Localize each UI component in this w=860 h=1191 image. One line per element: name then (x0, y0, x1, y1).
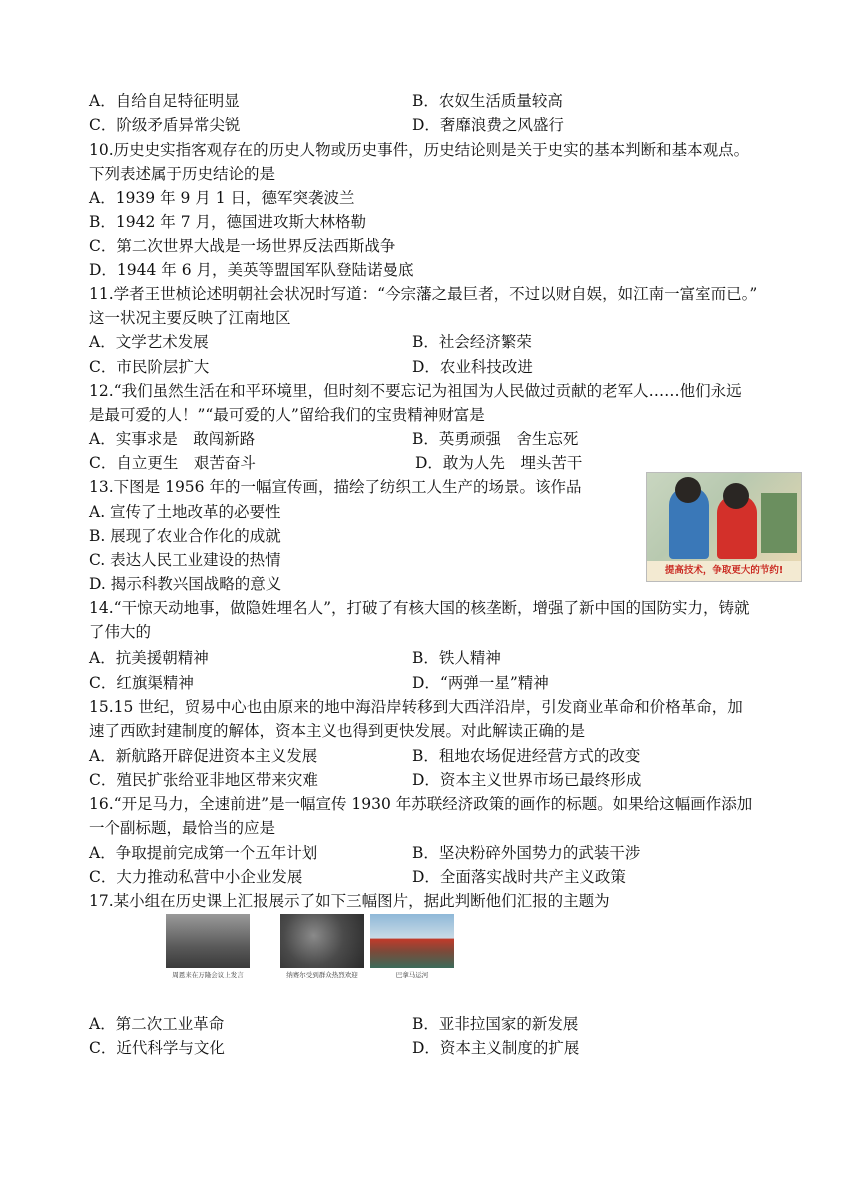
q13-propaganda-poster-image (646, 472, 802, 582)
q17-option-c: C．近代科学与文化 (89, 1039, 225, 1057)
q17-stem: 17.某小组在历史课上汇报展示了如下三幅图片，据此判断他们汇报的主题为 (89, 892, 610, 910)
q9-option-c: C．阶级矛盾异常尖锐 (89, 116, 241, 134)
q15-stem-line1: 15.15 世纪，贸易中心也由原来的地中海沿岸转移到大西洋沿岸，引发商业革命和价格革命，加 (89, 698, 743, 716)
poster-worker-blue-head (675, 477, 701, 503)
q12-option-a: A．实事求是 敢闯新路 (89, 430, 256, 448)
q17-image-nasser (280, 914, 364, 982)
q11-stem-line2: 这一状况主要反映了江南地区 (89, 309, 291, 327)
q16-option-b: B．坚决粉碎外国势力的武装干涉 (412, 844, 641, 862)
q12-option-c: C．自立更生 艰苦奋斗 (89, 454, 256, 472)
q10-option-b: B．1942 年 7 月，德国进攻斯大林格勒 (89, 213, 366, 231)
q9-option-a: A．自给自足特征明显 (89, 92, 240, 110)
q12-stem-line1: 12.“我们虽然生活在和平环境里，但时刻不要忘记为祖国为人民做过贡献的老军人……他们永远 (89, 382, 742, 400)
poster-machine (761, 493, 797, 553)
q10-stem-line1: 10.历史史实指客观存在的历史人物或历史事件，历史结论则是关于史实的基本判断和基本观点。 (89, 141, 750, 159)
poster-caption: 提高技术，争取更大的节约! (647, 561, 801, 581)
q11-option-d: D．农业科技改进 (412, 358, 533, 376)
q17-option-d: D．资本主义制度的扩展 (412, 1039, 580, 1057)
q16-option-d: D．全面落实战时共产主义政策 (412, 868, 626, 886)
nasser-photo (280, 914, 364, 968)
bandung-caption: 周恩来在万隆会议上发言 (172, 971, 244, 979)
q16-option-c: C．大力推动私营中小企业发展 (89, 868, 303, 886)
q15-option-c: C．殖民扩张给亚非地区带来灾难 (89, 771, 318, 789)
q16-stem-line2: 一个副标题，最恰当的应是 (89, 819, 276, 837)
q10-option-d: D．1944 年 6 月，美英等盟国军队登陆诺曼底 (89, 261, 414, 279)
bandung-photo (166, 914, 250, 968)
q16-stem-line1: 16.“开足马力，全速前进”是一幅宣传 1930 年苏联经济政策的画作的标题。如果给这幅画作添加 (89, 795, 753, 813)
q12-option-b: B．英勇顽强 舍生忘死 (412, 430, 579, 448)
q13-option-c: C. 表达人民工业建设的热情 (89, 551, 281, 569)
panama-caption: 巴拿马运河 (395, 971, 429, 979)
poster-worker-red-head (723, 483, 749, 509)
q14-option-b: B．铁人精神 (412, 649, 501, 667)
q11-option-c: C．市民阶层扩大 (89, 358, 210, 376)
q12-stem-line2: 是最可爱的人！”“最可爱的人”留给我们的宝贵精神财富是 (89, 406, 485, 424)
q14-stem-line2: 了伟大的 (89, 623, 152, 641)
q12-option-d: D．敢为人先 埋头苦干 (415, 454, 583, 472)
q13-option-b: B. 展现了农业合作化的成就 (89, 527, 281, 545)
q9-option-d: D．奢靡浪费之风盛行 (412, 116, 564, 134)
q13-option-a: A. 宣传了土地改革的必要性 (89, 503, 281, 521)
q13-stem: 13.下图是 1956 年的一幅宣传画，描绘了纺织工人生产的场景。该作品 (89, 478, 582, 496)
panama-photo (370, 914, 454, 968)
q15-option-b: B．租地农场促进经营方式的改变 (412, 747, 641, 765)
q17-image-bandung (166, 914, 250, 982)
nasser-caption: 纳赛尔受到群众热烈欢迎 (286, 971, 358, 979)
q11-option-b: B．社会经济繁荣 (412, 333, 532, 351)
q13-option-d: D. 揭示科教兴国战略的意义 (89, 575, 282, 593)
q15-stem-line2: 速了西欧封建制度的解体，资本主义也得到更快发展。对此解读正确的是 (89, 722, 586, 740)
q17-image-panama (370, 914, 454, 982)
q14-option-c: C．红旗渠精神 (89, 674, 194, 692)
q9-option-b: B．农奴生活质量较高 (412, 92, 563, 110)
q15-option-a: A．新航路开辟促进资本主义发展 (89, 747, 318, 765)
q16-option-a: A．争取提前完成第一个五年计划 (89, 844, 318, 862)
q15-option-d: D．资本主义世界市场已最终形成 (412, 771, 642, 789)
q14-option-a: A．抗美援朝精神 (89, 649, 209, 667)
q17-option-b: B．亚非拉国家的新发展 (412, 1015, 579, 1033)
q11-stem-line1: 11.学者王世桢论述明朝社会状况时写道：“今宗藩之最巨者，不过以财自娱，如江南一富室而已。” (89, 285, 758, 303)
q10-option-a: A．1939 年 9 月 1 日，德军突袭波兰 (89, 189, 355, 207)
q14-stem-line1: 14.“干惊天动地事，做隐姓埋名人”，打破了有核大国的核垄断，增强了新中国的国防实力，铸就 (89, 599, 750, 617)
q10-stem-line2: 下列表述属于历史结论的是 (89, 165, 276, 183)
q11-option-a: A．文学艺术发展 (89, 333, 209, 351)
q10-option-c: C．第二次世界大战是一场世界反法西斯战争 (89, 237, 396, 255)
q14-option-d: D．“两弹一星”精神 (412, 674, 549, 692)
q17-option-a: A．第二次工业革命 (89, 1015, 225, 1033)
